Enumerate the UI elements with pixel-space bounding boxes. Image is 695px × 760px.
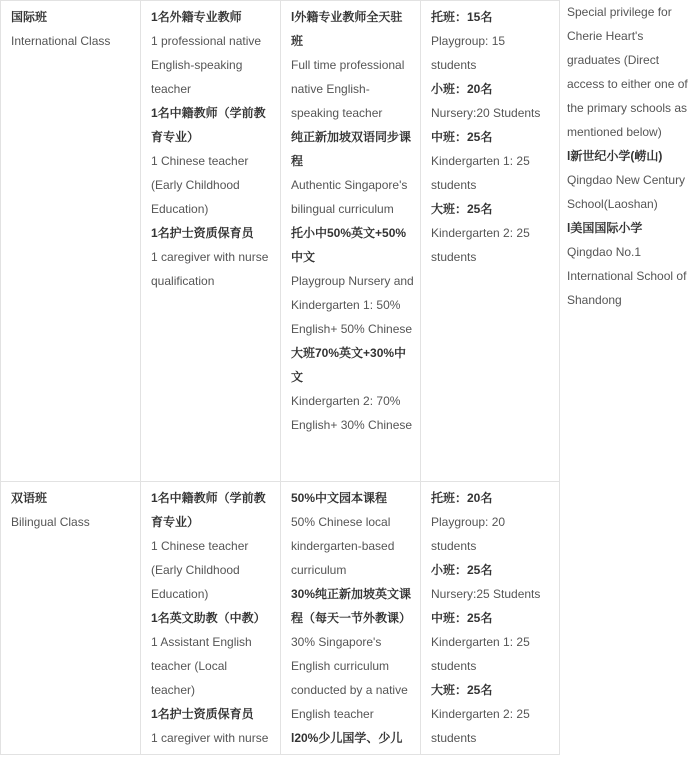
teachers-cell	[141, 1, 281, 482]
teacher-cn: 1名外籍专业教师	[151, 10, 242, 24]
curriculum-cn: l20%少儿国学、少儿	[291, 731, 403, 745]
curriculum-en: Kindergarten 2: 70% English+ 30% Chinese	[291, 394, 413, 432]
teacher-cn: 1名护士资质保育员	[151, 707, 254, 721]
class-size-cn: 托班：15名	[431, 10, 493, 24]
curriculum-cn: 托小中50%英文+50%中文	[291, 226, 407, 264]
teacher-en: 1 caregiver with nurse qualification	[151, 250, 269, 288]
class-size-cn: 中班：25名	[431, 130, 493, 144]
class-name-cell	[1, 482, 141, 755]
class-size-cn: 小班：20名	[431, 82, 493, 96]
table-row	[1, 482, 560, 755]
teacher-en: 1 caregiver with nurse	[151, 731, 269, 745]
school-name-cn: l美国国际小学	[567, 221, 643, 235]
teacher-en: 1 Chinese teacher (Early Childhood Education)	[151, 539, 249, 601]
teacher-cn: 1名英文助教（中教）	[151, 611, 266, 625]
teacher-cn: 1名护士资质保育员	[151, 226, 254, 240]
class-size-cn: 托班：20名	[431, 491, 493, 505]
curriculum-cn: 30%纯正新加坡英文课程（每天一节外教课）	[291, 587, 412, 625]
class-name-cell	[1, 1, 141, 482]
curriculum-cn: l外籍专业教师全天驻班	[291, 10, 403, 48]
curriculum-en: 30% Singapore's English curriculum conducted by a native English teacher	[291, 635, 408, 721]
teacher-en: 1 Assistant English teacher (Local teacher)	[151, 635, 252, 697]
class-size-en: Playgroup: 20 students	[431, 515, 506, 553]
curriculum-cell	[281, 1, 421, 482]
class-size-cn: 大班：25名	[431, 202, 493, 216]
class-size-en: Kindergarten 2: 25 students	[431, 226, 530, 264]
teacher-en: 1 professional native English-speaking teacher	[151, 34, 262, 96]
teachers-cell	[141, 482, 281, 755]
class-size-en: Nursery:20 Students	[431, 106, 541, 120]
class-name-en: International Class	[11, 34, 111, 48]
class-size-en: Kindergarten 2: 25 students	[431, 707, 530, 745]
school-name-cn: l新世纪小学(崂山)	[567, 149, 663, 163]
curriculum-en: Playgroup Nursery and Kindergarten 1: 50% English+ 50% Chinese	[291, 274, 414, 336]
curriculum-cn: 纯正新加坡双语同步课程	[291, 130, 412, 168]
class-size-en: Nursery:25 Students	[431, 587, 541, 601]
class-size-en: Kindergarten 1: 25 students	[431, 154, 530, 192]
school-name-en: Qingdao No.1 International School of Shandong	[567, 245, 687, 307]
class-size-cell	[421, 482, 560, 755]
curriculum-cn: 50%中文园本课程	[291, 491, 388, 505]
class-name-en: Bilingual Class	[11, 515, 90, 529]
class-size-cn: 小班：25名	[431, 563, 493, 577]
teacher-en: 1 Chinese teacher (Early Childhood Education)	[151, 154, 249, 216]
class-size-en: Playgroup: 15 students	[431, 34, 506, 72]
curriculum-en: Authentic Singapore's bilingual curriculum	[291, 178, 408, 216]
privilege-intro: Special privilege for Cherie Heart's graduates (Direct access to either one of the primary schools as mentioned below)	[567, 5, 688, 139]
class-name-cn: 国际班	[11, 10, 48, 24]
curriculum-en: Full time professional native English-speaking teacher	[291, 58, 405, 120]
teacher-cn: 1名中籍教师（学前教育专业）	[151, 491, 266, 529]
class-size-cell	[421, 1, 560, 482]
curriculum-cn: 大班70%英文+30%中文	[291, 346, 407, 384]
class-size-en: Kindergarten 1: 25 students	[431, 635, 530, 673]
school-name-en: Qingdao New Century School(Laoshan)	[567, 173, 686, 211]
graduate-privilege-panel	[567, 0, 691, 312]
teacher-cn: 1名中籍教师（学前教育专业）	[151, 106, 266, 144]
class-name-cn: 双语班	[11, 491, 48, 505]
curriculum-en: 50% Chinese local kindergarten-based curriculum	[291, 515, 395, 577]
class-size-cn: 中班：25名	[431, 611, 493, 625]
curriculum-cell	[281, 482, 421, 755]
table-row	[1, 1, 560, 482]
class-size-cn: 大班：25名	[431, 683, 493, 697]
